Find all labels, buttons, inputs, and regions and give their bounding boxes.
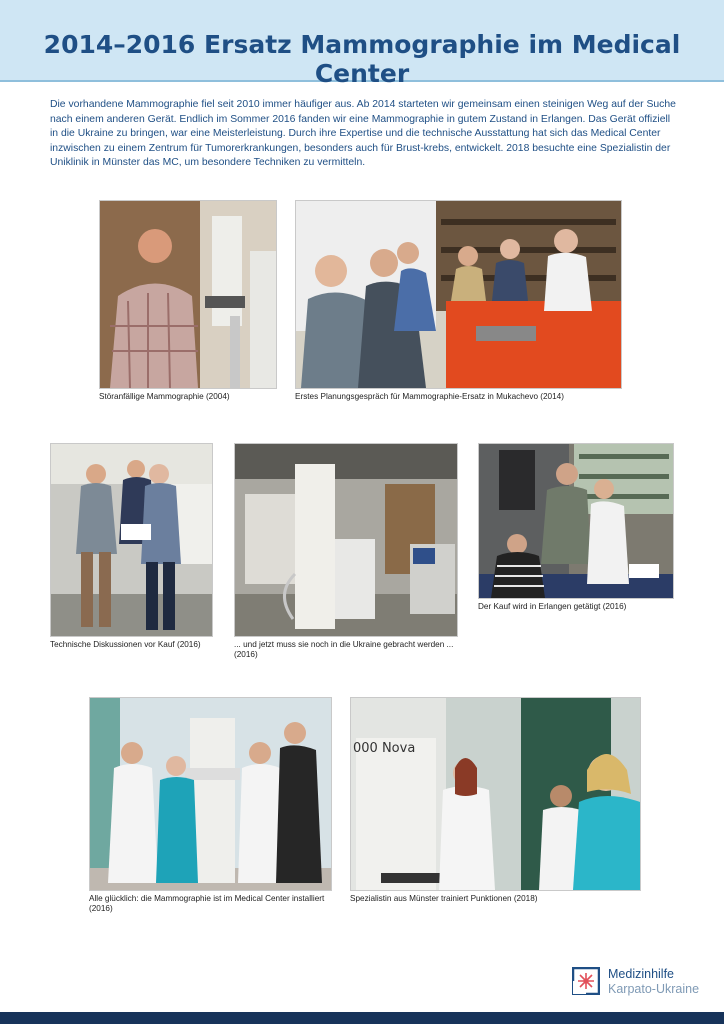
- logo-icon: [572, 967, 600, 995]
- logo-line-1: Medizinhilfe: [608, 967, 675, 981]
- logo-line-2: Karpato-Ukraine: [608, 982, 700, 996]
- caption-photo-2: Erstes Planungsgespräch für Mammographie-Ersatz in Mukachevo (2014): [295, 392, 564, 401]
- photo-installed-device: [89, 697, 332, 891]
- footer-bar: [0, 1012, 724, 1024]
- photo-specialist-training: [350, 697, 641, 891]
- photo-planning-meeting: [295, 200, 622, 389]
- photo-purchase-erlangen: [478, 443, 674, 599]
- caption-photo-6: Alle glücklich: die Mammographie ist im Medical Center installiert (2016): [89, 894, 325, 913]
- photo-old-mammography: [99, 200, 277, 389]
- photo-warehouse-device: [234, 443, 458, 637]
- page-title: 2014–2016 Ersatz Mammographie im Medical Center: [43, 30, 681, 88]
- organization-logo: [572, 965, 712, 999]
- caption-photo-1: Störanfällige Mammographie (2004): [99, 392, 230, 401]
- caption-photo-5: Der Kauf wird in Erlangen getätigt (2016): [478, 602, 627, 611]
- intro-paragraph: Die vorhandene Mammographie fiel seit 2010 immer häufiger aus. Ab 2014 starteten wir gemeinsam einen steinigen Weg auf der Suche nach einem anderen Gerät. Endlich im Sommer 2016 fanden wir eine Mammographie in gutem Zustand in Erlangen. Das Gerät offiziell in die Ukraine zu bringen, war eine Meisterleistung. Durch ihre Expertise und die technische Ausstattung hat sich das Medical Center inzwischen zu einem Zentrum für Tumorerkrankungen, besonders auch für Brust-krebs, entwickelt. 2018 besuchte eine Spezialistin der Uniklinik in Münster das MC, um besondere Techniken zu vermitteln.: [50, 99, 676, 169]
- caption-photo-7: Spezialistin aus Münster trainiert Punktionen (2018): [350, 894, 538, 903]
- header-banner: [0, 0, 724, 88]
- caption-photo-4: ... und jetzt muss sie noch in die Ukraine gebracht werden ... (2016): [234, 640, 454, 659]
- caption-photo-3: Technische Diskussionen vor Kauf (2016): [50, 640, 201, 649]
- photo-technical-discussion: [50, 443, 213, 637]
- device-label: 000 Nova: [353, 741, 416, 756]
